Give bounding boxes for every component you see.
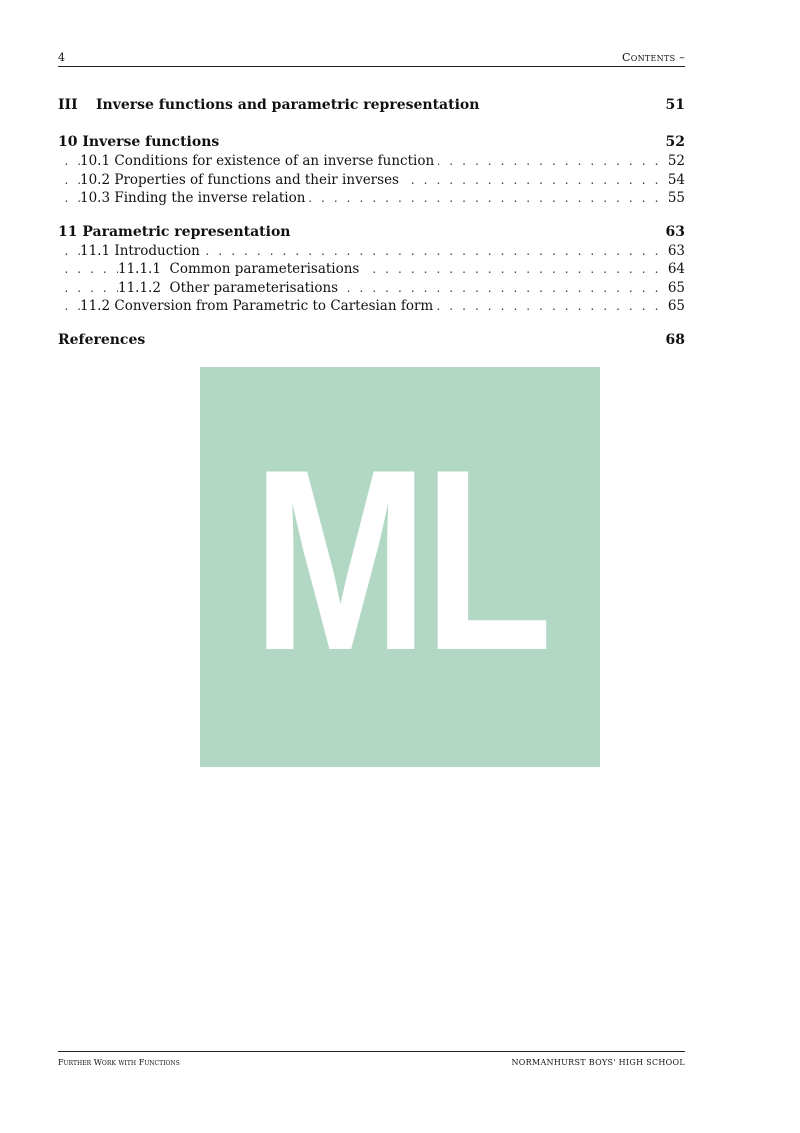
footer-course-title: Further Work with Functions	[58, 1058, 180, 1067]
section-title: Conversion from Parametric to Cartesian form	[114, 298, 434, 314]
chapter-page: 52	[660, 132, 685, 152]
section-number: 10.2	[80, 171, 111, 188]
section-number: 10.3	[80, 190, 111, 206]
logo-text: ML	[252, 415, 548, 704]
section-page: 54	[662, 171, 685, 190]
section-page: 55	[662, 189, 685, 208]
subsection-number: 11.1.1	[118, 261, 161, 277]
footer-school-name: NORMANHURST BOYS' HIGH SCHOOL	[511, 1058, 685, 1067]
section-title: Properties of functions and their inverses	[114, 171, 399, 188]
section-title: Conditions for existence of an inverse function	[114, 153, 435, 169]
part-number: III	[58, 97, 78, 113]
chapter-page: 63	[660, 222, 685, 242]
toc-references-entry[interactable]	[58, 330, 685, 350]
references-title: References	[58, 330, 149, 350]
section-title: Finding the inverse relation	[114, 190, 306, 206]
section-number: 11.1	[80, 242, 111, 259]
page-number: 4	[58, 51, 65, 64]
toc-chapter-entry[interactable]	[58, 132, 685, 152]
subsection-title: Common parameterisations	[169, 261, 360, 277]
toc-section-entry[interactable]	[58, 242, 685, 261]
table-of-contents	[58, 94, 685, 350]
running-title: Contents –	[622, 51, 685, 64]
toc-section-entry[interactable]	[58, 189, 685, 208]
chapter-title: 10 Inverse functions	[58, 132, 223, 152]
section-page: 63	[662, 242, 685, 261]
subsection-number: 11.1.2	[118, 279, 161, 296]
toc-section-entry[interactable]	[58, 297, 685, 316]
section-page: 52	[662, 152, 685, 171]
section-title: Introduction	[114, 242, 200, 259]
part-title: Inverse functions and parametric representation	[96, 97, 480, 113]
chapter-title: 11 Parametric representation	[58, 222, 294, 242]
part-page: 51	[660, 94, 685, 116]
section-page: 65	[662, 297, 685, 316]
subsection-page: 65	[662, 279, 685, 298]
page-header	[58, 50, 685, 67]
ml-logo	[200, 367, 600, 767]
toc-section-entry[interactable]	[58, 171, 685, 190]
page-footer	[58, 1051, 685, 1070]
toc-subsection-entry[interactable]	[58, 260, 685, 279]
references-page: 68	[660, 330, 685, 350]
toc-section-entry[interactable]	[58, 152, 685, 171]
section-number: 11.2	[80, 298, 111, 314]
toc-subsection-entry[interactable]	[58, 279, 685, 298]
subsection-title: Other parameterisations	[169, 279, 339, 296]
toc-part-entry[interactable]	[58, 94, 685, 116]
subsection-page: 64	[662, 260, 685, 279]
section-number: 10.1	[80, 153, 111, 169]
toc-chapter-entry[interactable]	[58, 222, 685, 242]
